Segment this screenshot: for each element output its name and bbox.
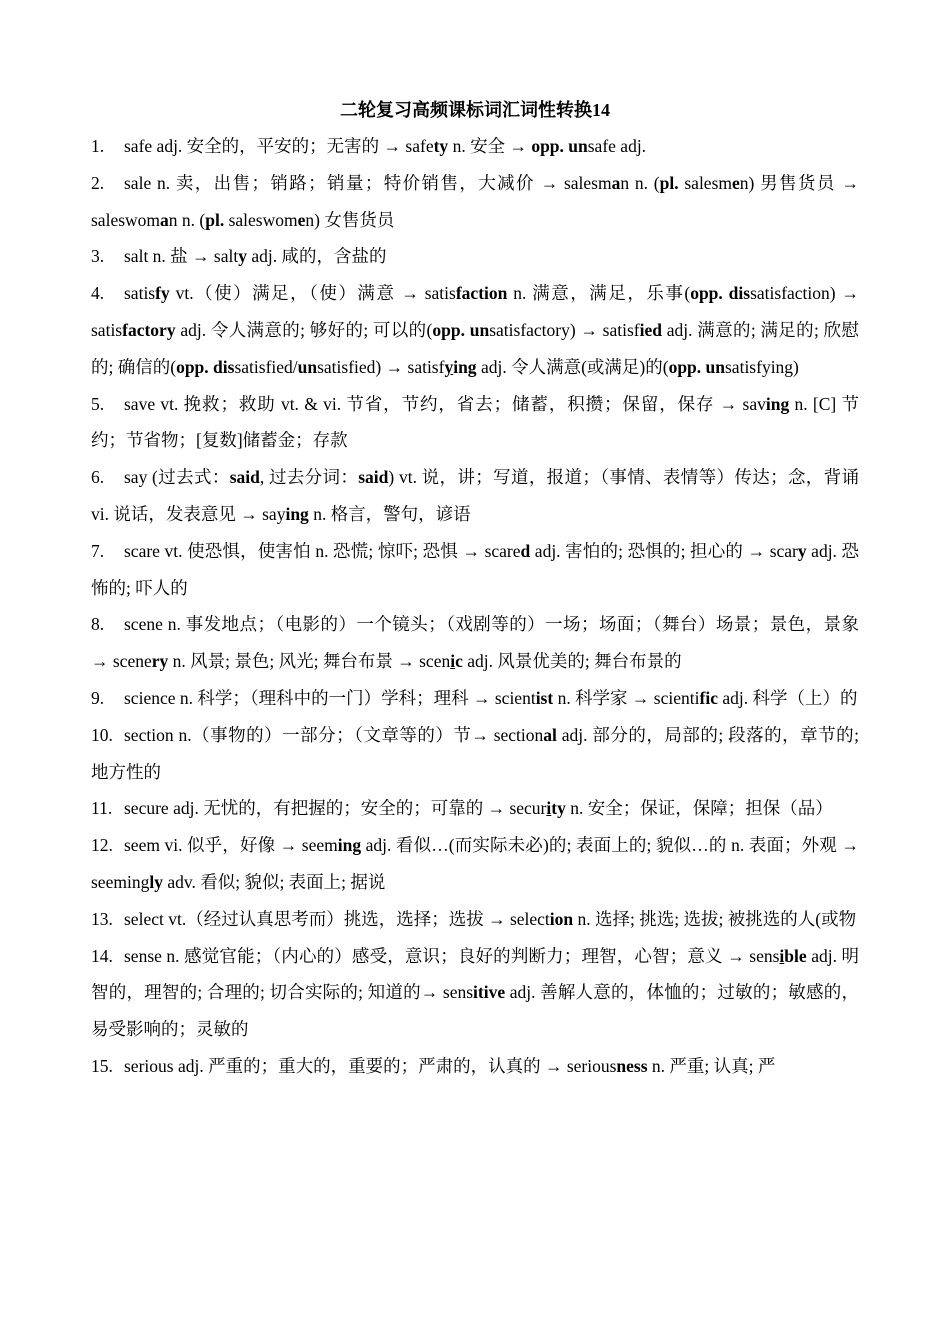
vocab-entry (91, 901, 859, 938)
entry-text: ) vt. 说，讲；写道，报道；（事情、表情等）传达；念，背诵 vi. 说话，发表意见 → say (91, 467, 860, 524)
entry-number: 8. (91, 614, 105, 635)
entry-bold-text: ied (639, 319, 662, 340)
entry-bold-text: opp. un (432, 319, 490, 340)
entry-number: 6. (91, 467, 105, 488)
entry-text: satisfying) (725, 356, 799, 377)
entry-text: n n. ( (168, 209, 206, 230)
entry-text: adv. 看似; 貌似; 表面上; 据说 (162, 871, 386, 892)
entry-bold-text: faction (455, 283, 508, 304)
entry-bold-text: fy (155, 283, 170, 304)
entry-text: adj. 科学（上）的 (717, 687, 858, 708)
entry-bold-text: itive (473, 982, 506, 1003)
entry-text: adj. 咸的，含盐的 (246, 246, 387, 267)
entry-text: adj. 恐怖的; 吓人的 (91, 540, 859, 598)
entry-number: 4. (91, 283, 105, 304)
entry-text: adj. 部分的，局部的; 段落的，章节的; 地方性的 (91, 724, 859, 782)
entry-bold-text: ist (535, 687, 554, 708)
entry-text: adj. 满意的; 满足的; 欣慰的; 确信的( (91, 319, 860, 377)
entry-text: scene n. 事发地点；（电影的）一个镜头；（戏剧等的）一场；场面；（舞台）场景；景色，景象 → scene (91, 614, 859, 672)
entry-text: adj. 看似…(而实际未必)的; 表面上的; 貌似…的 n. 表面；外观 → seeming (91, 835, 859, 892)
entry-bold-text: i (779, 945, 785, 966)
entry-text: sale n. 卖，出售；销路；销量；特价销售，大减价 → salesm (124, 172, 612, 193)
entry-number: 14. (91, 945, 113, 966)
entry-number: 3. (91, 246, 105, 267)
entry-bold-text: opp. dis (176, 356, 235, 377)
entry-bold-text: al (543, 724, 557, 745)
entry-text: n. 风景; 景色; 风光; 舞台布景 → scen (168, 651, 451, 672)
entry-text: adj. 令人满意(或满足)的( (476, 356, 669, 377)
entry-bold-text: pl. (659, 172, 679, 193)
entry-text: n. 科学家 → scienti (553, 687, 700, 708)
entry-bold-text: a (160, 209, 169, 230)
entry-text: saleswom (224, 209, 298, 230)
entry-text: seem vi. 似乎，好像 → seem (124, 835, 338, 856)
entry-number: 2. (91, 172, 105, 193)
entry-text: n) 男售货员 → saleswom (91, 172, 859, 230)
entry-text: sense n. 感觉官能；（内心的）感受，意识；良好的判断力；理智，心智；意义 → sens (124, 945, 780, 966)
entry-text: secure adj. 无忧的，有把握的；安全的；可靠的 → secur (124, 798, 547, 819)
entry-bold-text: opp. un (668, 356, 725, 377)
entry-text: save vt. 挽救；救助 vt. & vi. 节省，节约，省去；储蓄，积攒；保留，保存 → sav (124, 393, 766, 414)
entry-text: adj. 风景优美的; 舞台布景的 (462, 651, 682, 672)
entry-text: , 过去分词： (259, 467, 359, 488)
entry-bold-text: ly (149, 871, 163, 892)
entry-text: n. 选择; 挑选; 选拔; 被挑选的人(或物 (573, 908, 857, 929)
entry-bold-text: ing (337, 835, 362, 856)
entry-text: salt n. 盐 → salt (124, 246, 239, 267)
entry-bold-text: ion (549, 908, 574, 929)
entry-text: section n.（事物的）一部分；（文章等的）节→ section (124, 724, 544, 745)
entry-bold-text: i (546, 798, 552, 819)
vocabulary-list (91, 128, 859, 1085)
entry-text: satisfied) → satisf (317, 356, 445, 377)
vocab-entry (91, 790, 859, 827)
entry-bold-text: y (238, 246, 247, 267)
entry-bold-text: e (732, 172, 740, 193)
vocab-entry (91, 827, 859, 901)
entry-text: n. [C] 节约；节省物；[复数]储蓄金；存款 (91, 393, 859, 451)
vocab-entry (91, 533, 859, 607)
entry-number: 12. (91, 835, 113, 856)
entry-text: serious adj. 严重的；重大的，重要的；严肃的，认真的 → serious (124, 1055, 617, 1076)
entry-text: n. 满意，满足，乐事( (507, 283, 691, 304)
entry-bold-text: c (455, 651, 463, 672)
vocab-entry (91, 938, 859, 1048)
entry-bold-text: ing (765, 393, 790, 414)
entry-text: n. 安全 → (448, 136, 532, 156)
entry-number: 11. (91, 798, 113, 819)
entry-bold-text: said (358, 467, 389, 488)
entry-text: satisfaction) → satis (91, 283, 859, 340)
entry-bold-text: opp. dis (690, 283, 751, 304)
document-title: 二轮复习高频课标词汇词性转换14 (340, 100, 610, 120)
entry-number: 9. (91, 687, 105, 708)
entry-bold-text: d (520, 540, 531, 561)
entry-text: adj. 明智的，理智的; 合理的; 切合实际的; 知道的→ sens (91, 945, 859, 1003)
entry-text: satis (124, 283, 156, 304)
entry-text: satisfied/ (234, 356, 298, 377)
entry-text: n n. ( (620, 172, 660, 193)
entry-text: select vt.（经过认真思考而）挑选，选择；选拔 → select (124, 908, 550, 929)
entry-bold-text: pl. (205, 209, 225, 230)
vocab-entry (91, 1048, 859, 1085)
vocab-entry (91, 680, 859, 717)
vocab-entry (91, 238, 859, 275)
entry-bold-text: un (297, 356, 318, 377)
entry-number: 7. (91, 540, 105, 561)
entry-text: n. 安全；保证，保障；担保（品） (565, 798, 833, 819)
entry-text: satisfactory) → satisf (489, 319, 640, 340)
entry-number: 5. (91, 393, 105, 414)
entry-text: salesm (678, 172, 732, 193)
entry-bold-text: ness (616, 1055, 648, 1076)
entry-bold-text: ing (285, 503, 309, 524)
entry-number: 1. (91, 136, 105, 156)
entry-text: adj. 善解人意的，体恤的；过敏的；敏感的，易受影响的；灵敏的 (91, 982, 859, 1040)
entry-bold-text: i (450, 651, 456, 672)
entry-bold-text: e (297, 209, 306, 230)
entry-bold-text: fic (699, 687, 718, 708)
entry-text: say (过去式： (124, 467, 230, 488)
entry-text: safe adj. (587, 136, 647, 156)
entry-text: science n. 科学；（理科中的一门）学科；理科 → scient (124, 687, 536, 708)
entry-bold-text: y (444, 356, 454, 377)
entry-bold-text: ry (151, 651, 169, 672)
entry-bold-text: ble (784, 945, 807, 966)
vocab-entry (91, 717, 859, 791)
entry-text: adj. 令人满意的; 够好的; 可以的( (175, 319, 433, 340)
entry-text: n) 女售货员 (305, 209, 395, 230)
entry-number: 13. (91, 908, 113, 929)
vocab-entry (91, 386, 859, 460)
vocab-entry (91, 165, 859, 239)
entry-text: n. 严重; 认真; 严 (647, 1055, 776, 1076)
entry-text: safe adj. 安全的，平安的；无害的 → safe (124, 136, 434, 156)
entry-text: scare vt. 使恐惧，使害怕 n. 恐慌; 惊吓; 恐惧 → scare (124, 540, 521, 561)
entry-text: n. 格言，警句，谚语 (308, 503, 471, 524)
entry-bold-text: said (229, 467, 260, 488)
vocab-entry (91, 459, 859, 533)
vocab-entry (91, 128, 859, 165)
entry-bold-text: opp. un (531, 136, 588, 156)
entry-bold-text: ing (453, 356, 477, 377)
entry-text: vt.（使）满足，（使）满意 → satis (169, 283, 456, 304)
entry-bold-text: ty (551, 798, 566, 819)
entry-text: adj. 害怕的; 恐惧的; 担心的 → scar (530, 540, 798, 561)
entry-bold-text: factory (122, 319, 176, 340)
vocab-entry (91, 275, 859, 385)
entry-number: 15. (91, 1055, 113, 1076)
entry-bold-text: y (797, 540, 807, 561)
vocab-entry (91, 606, 859, 680)
entry-bold-text: a (611, 172, 621, 193)
entry-number: 10. (91, 724, 113, 745)
document-page (91, 92, 859, 1085)
entry-bold-text: ty (433, 136, 449, 156)
